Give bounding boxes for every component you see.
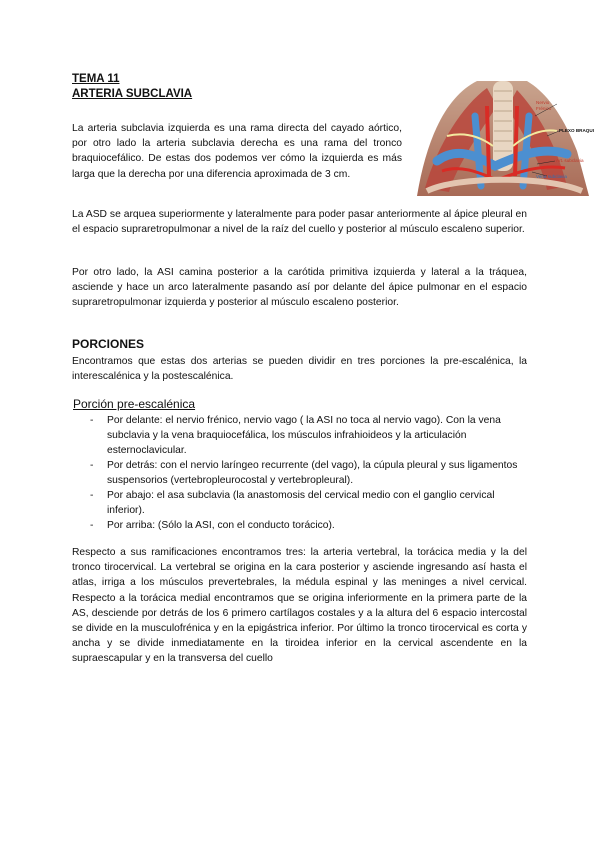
- intro-paragraph: La arteria subclavia izquierda es una rama directa del cayado aórtico, por otro lado la arteria subclavia derecha es una rama del tronco braquiocefálico. De estas dos podemos ver cómo la izquierda es más larga que la derecha por una diferencia aproximada de 3 cm.: [72, 123, 402, 180]
- asi-paragraph: Por otro lado, la ASI camina posterior a la carótida primitiva izquierda y lateral a la tráquea, asciende y hace un arco lateralmente pasando así por delante del ápice pulmonar en el espacio supraretropulmonar izquierda y posterior al músculo escaleno posterior.: [72, 267, 527, 309]
- figure-label-vena: Vena subclavia: [536, 174, 567, 179]
- porciones-paragraph: Encontramos que estas dos arterias se pueden dividir en tres porciones la pre-escalénica, la interescalénica y la postescalénica.: [72, 356, 527, 383]
- ramificaciones-paragraph: Respecto a sus ramificaciones encontramos tres: la arteria vertebral, la torácica media y la del tronco tirocervical. La vertebral se origina en la cara posterior y asciende ingresando así hasta el atlas, irriga a los músculos prevertebrales, la médula espinal y las meninges a nivel cervical. Respecto a la torácica medial encontramos que se origina inferiormente en la primera parte de la AS, desciende por detrás de los 6 primero cartílagos costales y a la altura del 6 espacio intercostal se divide en la musculofrénica y en la epigástrica inferior. Por último la tronco tirocervical es corta y ancha y se divide inmediatamente en la tiroidea inferior en la cervical ascendente en la supraescapular y en la transversa del cuello: [72, 547, 527, 665]
- title-line-2: ARTERIA SUBCLAVIA: [72, 88, 193, 100]
- porciones-heading: PORCIONES: [72, 337, 145, 351]
- anatomy-illustration: [407, 76, 600, 199]
- list-item: - Por arriba: (Sólo la ASI, con el conducto torácico).: [90, 518, 530, 533]
- document-title: [72, 72, 192, 102]
- title-line-1: TEMA 11: [72, 73, 120, 85]
- pre-escalenica-list: [90, 413, 530, 533]
- figure-label-arteria: Art. subclavia: [556, 158, 584, 163]
- list-item: - Por detrás: con el nervio laríngeo recurrente (del vago), la cúpula pleural y sus ligamentos suspensorios (vertebropleurocostal y vertebropleural).: [90, 458, 530, 488]
- figure-label-nervio: Nervio: [536, 100, 550, 105]
- list-item: - Por delante: el nervio frénico, nervio vago ( la ASI no toca al nervio vago). Con la vena subclavia y la vena braquiocefálica, los músculos infrahioideos y la articulación esternoclavicular.: [90, 413, 530, 458]
- neck-anatomy-drawing: [407, 76, 600, 199]
- pre-escalenica-heading: Porción pre-escalénica: [73, 397, 196, 411]
- asd-paragraph: La ASD se arquea superiormente y lateralmente para poder pasar anteriormente al ápice pleural en el espacio supraretropulmonar a nivel de la raíz del cuello y posterior al músculo escaleno superior.: [72, 209, 527, 236]
- list-item: - Por abajo: el asa subclavia (la anastomosis del cervical medio con el ganglio cervical inferior).: [90, 488, 530, 518]
- figure-label-frenico: Frénico: [536, 106, 552, 111]
- figure-label-plexo: PLEXO BRAQUI: [559, 128, 594, 133]
